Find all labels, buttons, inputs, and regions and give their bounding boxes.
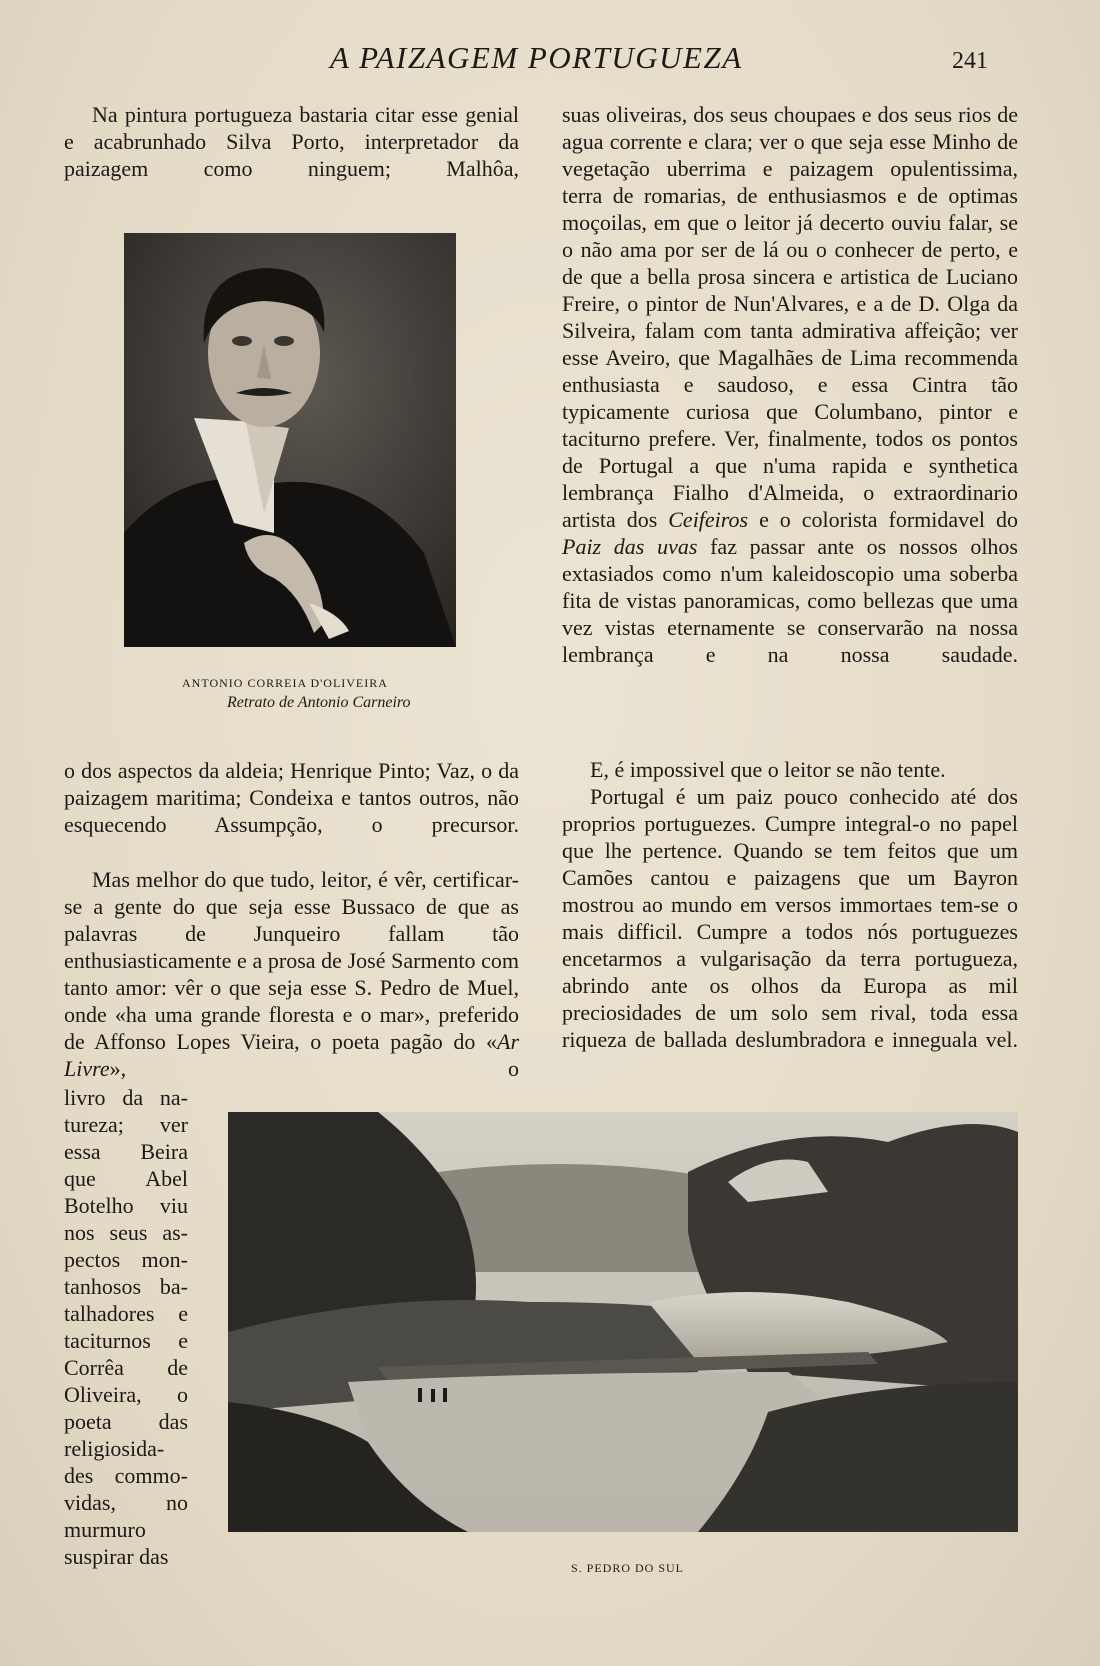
right-paragraph-3: Portugal é um paiz pouco conhecido até dos proprios portuguezes. Cumpre integral-o no papel que lhe pertence. Quando se tem feitos que um Camões cantou e paizagens que um Bayron mostrou ao mundo em versos immortaes tem-se o mais difficil. Cumpre a todos nós portuguezes encetarmos a vulgarisação da terra portugueza, abrindo ante os olhos da Europa as mil preciosidades de um solo sem rival, toda essa riqueza de ballada deslumbradora e inneguala vel. [562, 784, 1018, 1052]
right-paragraph-1-mid: e o colorista formidavel do [748, 507, 1018, 532]
left-paragraph-1: Na pintura portugueza bastaria citar esse genial e acabrunhado Silva Porto, interpretador da paizagem como ninguem; Malhôa, [64, 102, 519, 181]
narrow-line: que Abel [64, 1166, 188, 1191]
narrow-line: religiosida- [64, 1436, 165, 1461]
narrow-line: Oliveira, o [64, 1382, 188, 1407]
landscape-photo [228, 1112, 1018, 1532]
right-paragraph-1-end: faz passar ante os nossos olhos extasiados como n'um kaleidoscopio uma soberba fita de vistas panoramicas, como bellezas que uma vez vistas eternamente se conservarão na nossa lembrança e na nossa saudade. [562, 534, 1018, 667]
page-header [0, 40, 1100, 80]
narrow-line: vidas, no [64, 1490, 188, 1515]
ar-livre-title: Ar Livre [64, 1029, 519, 1081]
portrait-photo [124, 233, 456, 647]
portrait-image [124, 233, 456, 647]
narrow-line: poeta das [64, 1409, 188, 1434]
portrait-caption-name: ANTONIO CORREIA D'OLIVEIRA [182, 676, 388, 690]
ceifeiros-title: Ceifeiros [668, 507, 749, 532]
narrow-line: pectos mon- [64, 1247, 188, 1272]
portrait-caption-subtitle: Retrato de Antonio Carneiro [227, 694, 411, 711]
paiz-das-uvas-title: Paiz das uvas [562, 534, 698, 559]
narrow-line: des commo- [64, 1463, 188, 1488]
left-paragraph-3-text: Mas melhor do que tudo, leitor, é vêr, certificar-se a gente do que seja esse Bussaco de que as palavras de Junqueiro fallam tão enthusiasticamente e a prosa de José Sarmento com tanto amor: vêr o que seja esse S. Pedro de Muel, onde «ha uma grande floresta e o mar», preferido de Affonso Lopes Vieira, o poeta pagão do « [64, 867, 519, 1054]
river-landscape-image [228, 1112, 1018, 1532]
left-paragraph-3-end: », o [109, 1056, 519, 1081]
narrow-line: suspirar das [64, 1544, 169, 1569]
right-paragraph-1-text: suas oliveiras, dos seus choupaes e dos seus rios de agua corrente e clara; ver o que seja esse Minho de vegetação uberrima e paizagem opulentissima, terra de romarias, de enthusiasmos e de optimas moçoilas, em que o leitor já decerto ouviu falar, se o não ama por ser de lá ou o conhecer de perto, e de que a bella prosa sincera e artistica de Luciano Freire, o pintor de Nun'Alvares, e a de D. Olga da Silveira, falam com tanta admirativa affeição; ver esse Aveiro, que Magalhães de Lima recommenda enthusiasta e saudoso, e essa Cintra tão typicamente curiosa que Columbano, pintor e taciturno prefere. Ver, finalmente, todos os pontos de Portugal a que n'uma rapida e synthetica lembrança Fialho d'Almeida, o extraordinario artista dos [562, 102, 1018, 532]
landscape-caption: S. PEDRO DO SUL [571, 1561, 685, 1575]
narrow-line: essa Beira [64, 1139, 188, 1164]
left-paragraph-3 [64, 866, 519, 1082]
page-number: 241 [952, 48, 988, 74]
narrow-line: livro da na- [64, 1085, 188, 1110]
right-paragraph-1 [562, 101, 1018, 668]
left-paragraph-2: o dos aspectos da aldeia; Henrique Pinto; Vaz, o da paizagem maritima; Condeixa e tantos outros, não esquecendo Assumpção, o precursor. [64, 758, 519, 837]
narrow-line: talhadores e [64, 1301, 188, 1326]
narrow-line: taciturnos e [64, 1328, 188, 1353]
running-title: A PAIZAGEM PORTUGUEZA [330, 40, 743, 75]
narrow-line: murmuro [64, 1517, 146, 1542]
narrow-line: tureza; ver [64, 1112, 188, 1137]
narrow-line: Botelho viu [64, 1193, 188, 1218]
narrow-line: nos seus as- [64, 1220, 188, 1245]
right-paragraph-2: E, é impossivel que o leitor se não tente. [590, 757, 946, 782]
narrow-line: Corrêa de [64, 1355, 188, 1380]
narrow-line: tanhosos ba- [64, 1274, 188, 1299]
